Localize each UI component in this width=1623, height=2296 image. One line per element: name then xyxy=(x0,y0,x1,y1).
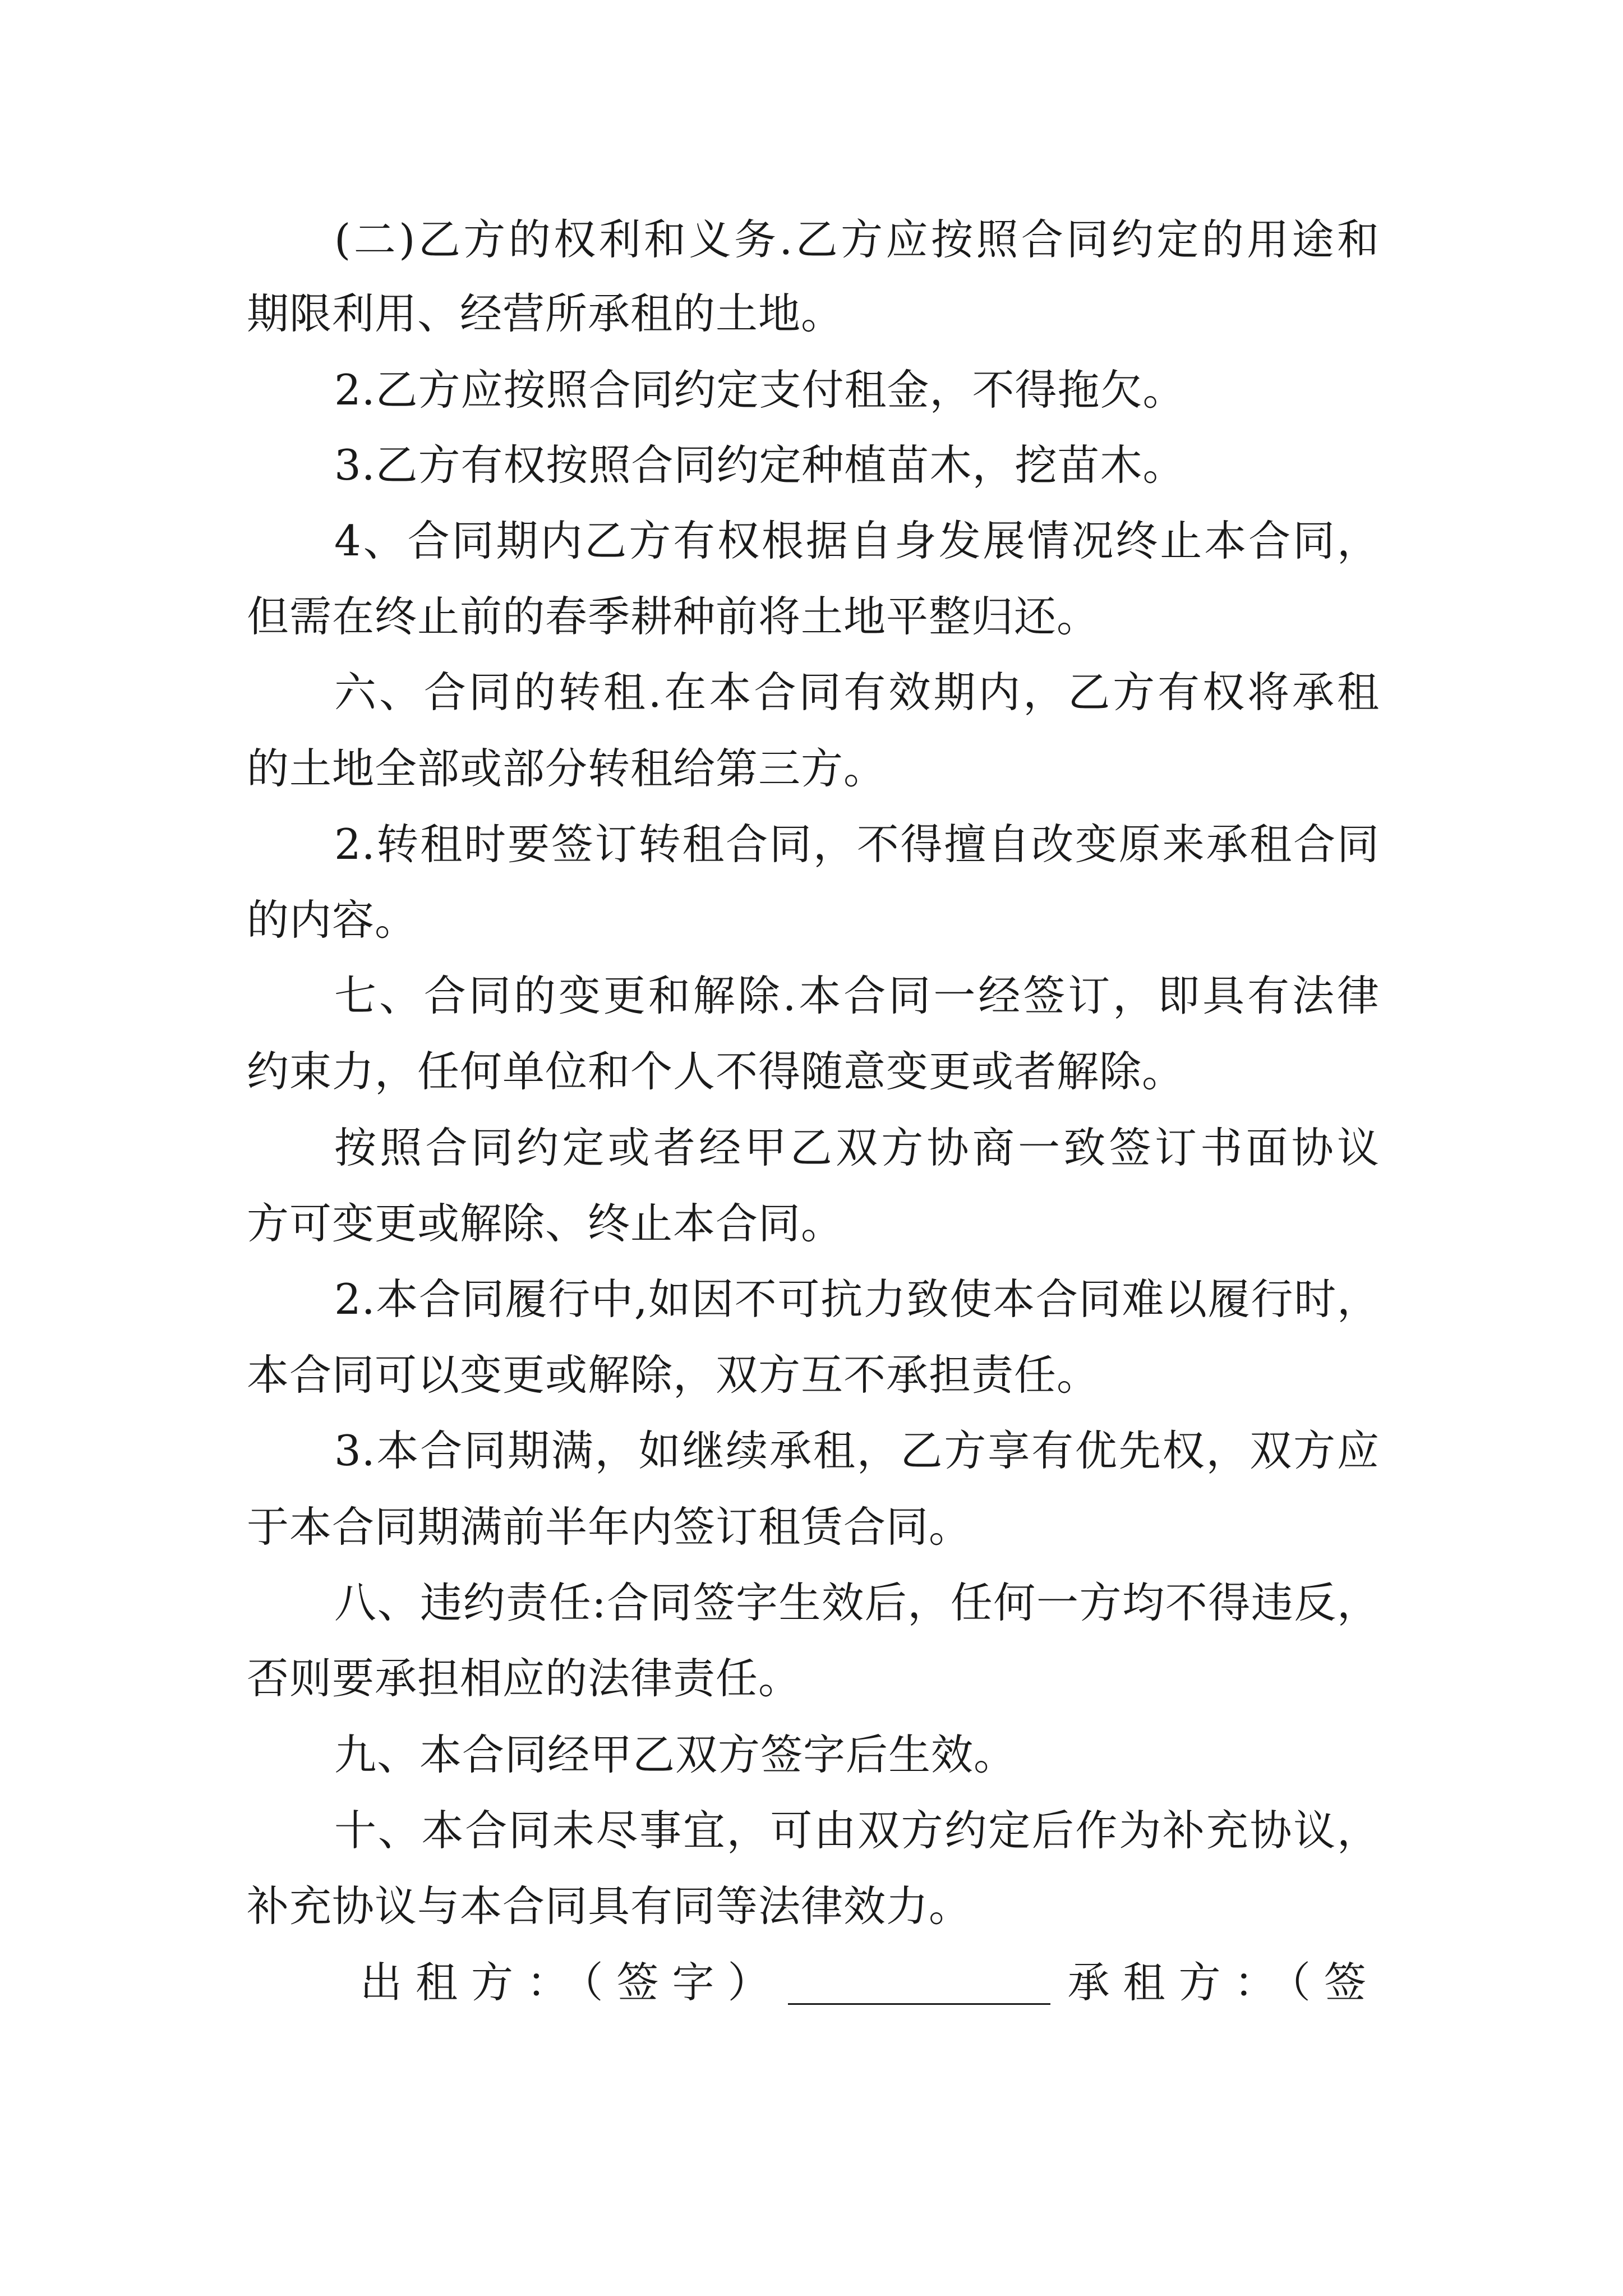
paragraph-line: 九、本合同经甲乙双方签字后生效。 xyxy=(334,1730,1017,1779)
paragraph-line: 本合同可以变更或解除，双方互不承担责任。 xyxy=(247,1350,1100,1400)
paragraph-line: (二)乙方的权利和义务.乙方应按照合同约定的用途和 xyxy=(334,215,1380,264)
signature-line xyxy=(360,1949,1380,2016)
paragraph-line: 按照合同约定或者经甲乙双方协商一致签订书面协议 xyxy=(334,1123,1380,1172)
paragraph-line: 的土地全部或部分转租给第三方。 xyxy=(247,744,887,793)
paragraph-line: 七、合同的变更和解除.本合同一经签订，即具有法律 xyxy=(334,971,1380,1020)
paragraph-line: 但需在终止前的春季耕种前将土地平整归还。 xyxy=(247,592,1100,641)
paragraph-line: 否则要承担相应的法律责任。 xyxy=(247,1654,801,1703)
paragraph-line: 方可变更或解除、终止本合同。 xyxy=(247,1199,844,1248)
paragraph-line: 3.乙方有权按照合同约定种植苗木，挖苗木。 xyxy=(334,440,1186,490)
paragraph-line: 2.乙方应按照合同约定支付租金，不得拖欠。 xyxy=(334,365,1186,415)
paragraph-line: 4、合同期内乙方有权根据自身发展情况终止本合同， xyxy=(334,516,1380,565)
paragraph-line: 的内容。 xyxy=(247,895,418,945)
paragraph-line: 2.转租时要签订转租合同，不得擅自改变原来承租合同 xyxy=(334,820,1380,869)
paragraph-line: 十、本合同未尽事宜，可由双方约定后作为补充协议， xyxy=(334,1806,1380,1855)
paragraph-line: 3.本合同期满，如继续承租，乙方享有优先权，双方应 xyxy=(334,1426,1380,1475)
lessee-label: 承租方：（签 xyxy=(1067,1958,1380,2007)
lessor-signature-field xyxy=(788,1960,1051,2005)
paragraph-line: 补充协议与本合同具有同等法律效力。 xyxy=(247,1881,972,1931)
paragraph-line: 约束力，任何单位和个人不得随意变更或者解除。 xyxy=(247,1047,1185,1096)
paragraph-line: 2.本合同履行中,如因不可抗力致使本合同难以履行时， xyxy=(334,1274,1380,1324)
paragraph-line: 六、合同的转租.在本合同有效期内，乙方有权将承租 xyxy=(334,668,1380,717)
lessor-label: 出租方：（签字） xyxy=(360,1958,783,2007)
paragraph-line: 于本合同期满前半年内签订租赁合同。 xyxy=(247,1502,972,1552)
paragraph-line: 期限利用、经营所承租的土地。 xyxy=(247,289,844,338)
paragraph-line: 八、违约责任:合同签字生效后，任何一方均不得违反， xyxy=(334,1578,1380,1627)
